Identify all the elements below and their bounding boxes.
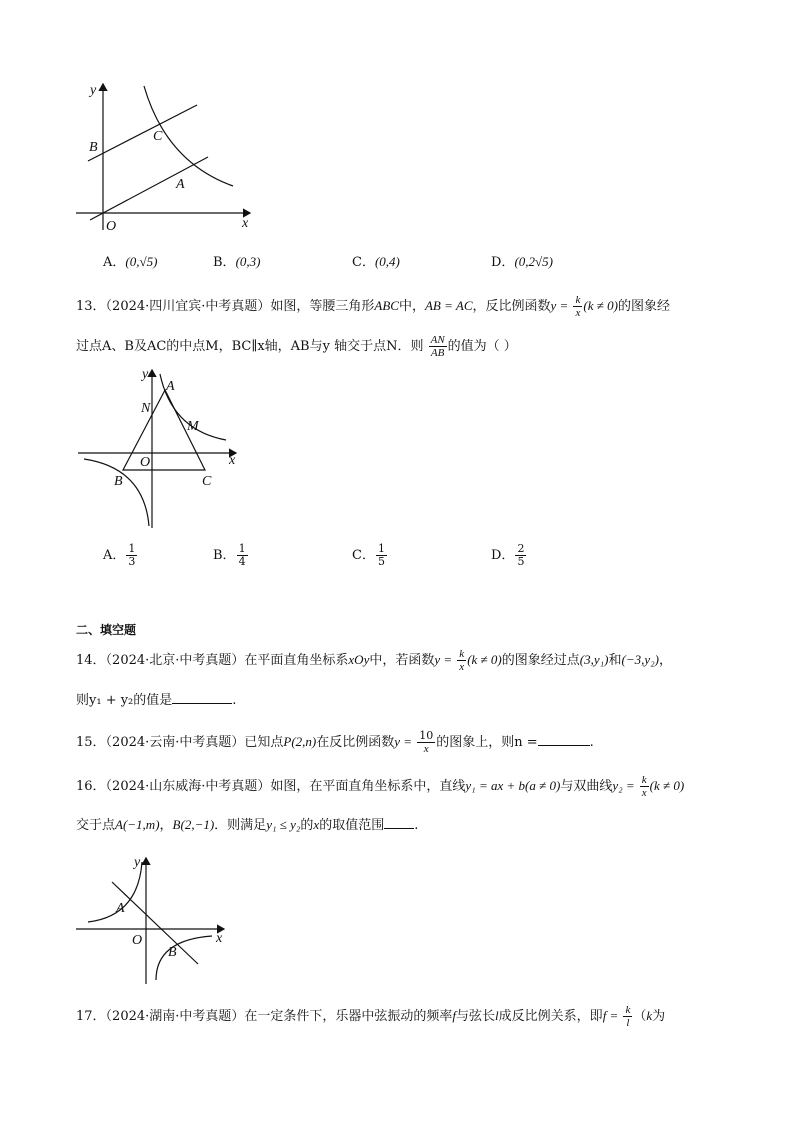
- hyperbola-branch-upper-left: [88, 862, 142, 922]
- q14-line2: 则y₁ + y₂的值是 .: [76, 690, 236, 711]
- figure-q16: [74, 852, 232, 988]
- label-m: M: [187, 419, 199, 434]
- q17-line1: 17．（2024·湖南·中考真题）在一定条件下，乐器中弦振动的频率f与弦长l成反比例关系，即f = $\frac{k}{l}$ （k为: [76, 1004, 666, 1029]
- fraction: $\frac{k}{l}$: [625, 1004, 631, 1029]
- hyperbola-branch-lower-right: [156, 936, 212, 980]
- fraction: $\frac{k}{x}$: [575, 294, 581, 319]
- q13-option-a[interactable]: A． $\frac{1}{3}$: [103, 542, 136, 568]
- label-b: B: [168, 945, 177, 960]
- line-through-o-a: [90, 157, 208, 220]
- label-x: x: [229, 453, 236, 468]
- q12-option-b[interactable]: B．(0,3): [213, 254, 261, 270]
- section-heading: 二、填空题: [76, 623, 137, 637]
- label-a: A: [166, 379, 175, 394]
- label-y: y: [90, 83, 97, 98]
- q13-option-c[interactable]: C． $\frac{1}{5}$: [352, 542, 385, 568]
- q13-line1: 13．（2024·四川宜宾·中考真题）如图，等腰三角形ABC中，AB = AC，反比例函数y = $\frac{k}{x}$ (k ≠ 0)的图象经: [76, 294, 670, 319]
- label-o: O: [140, 455, 151, 470]
- label-n: N: [141, 401, 151, 416]
- fraction: $\frac{10}{x}$: [419, 729, 434, 755]
- q14-line1: 14．（2024·北京·中考真题）在平面直角坐标系xOy中，若函数y = $\frac{k}{x}$ (k ≠ 0)的图象经过点(3,y₁)和(−3,y₂)，: [76, 648, 672, 673]
- figure-q13: [74, 364, 244, 532]
- q12-option-a[interactable]: A．(0,√5): [103, 254, 158, 270]
- answer-blank[interactable]: [172, 690, 232, 704]
- label-a: A: [176, 177, 185, 192]
- label-a: A: [116, 901, 125, 916]
- label-b: B: [114, 474, 123, 489]
- label-c: C: [202, 474, 212, 489]
- label-c: C: [153, 129, 163, 144]
- q13-option-d[interactable]: D． $\frac{2}{5}$: [491, 542, 525, 568]
- fraction: $\frac{k}{x}$: [641, 774, 647, 799]
- label-x: x: [216, 931, 223, 946]
- answer-blank[interactable]: [538, 732, 590, 746]
- q16-line2: 交于点A(−1,m)，B(2,−1)．则满足y₁ ≤ y₂的x的取值范围 .: [76, 817, 419, 833]
- label-b: B: [89, 140, 98, 155]
- q13-line2: 过点A、B及AC的中点M，BC∥x轴，AB与y 轴交于点N．则 $\frac{AN}{AB}$ 的值为（ ）: [76, 334, 517, 359]
- label-y: y: [134, 855, 141, 870]
- q12-option-d[interactable]: D．(0,2√5): [491, 254, 553, 270]
- label-y: y: [142, 367, 149, 382]
- answer-blank[interactable]: [384, 815, 414, 829]
- label-x: x: [242, 216, 249, 231]
- q12-option-c[interactable]: C．(0,4): [352, 254, 400, 270]
- q13-option-b[interactable]: B． $\frac{1}{4}$: [213, 542, 246, 568]
- straight-line: [112, 882, 198, 964]
- fraction: $\frac{k}{x}$: [459, 648, 465, 673]
- label-o: O: [106, 219, 117, 234]
- q16-line1: 16．（2024·山东威海·中考真题）如图，在平面直角坐标系中，直线y₁ = ax + b(a ≠ 0)与双曲线y₂ = $\frac{k}{x}$ (k ≠ 0): [76, 774, 685, 799]
- ratio-fraction: $\frac{AN}{AB}$: [430, 334, 445, 359]
- label-o: O: [132, 933, 143, 948]
- q15-line: 15．（2024·云南·中考真题）已知点P(2,n)在反比例函数y = $\frac{10}{x}$ 的图象上，则n = .: [76, 729, 594, 755]
- figure-q12: [70, 78, 260, 236]
